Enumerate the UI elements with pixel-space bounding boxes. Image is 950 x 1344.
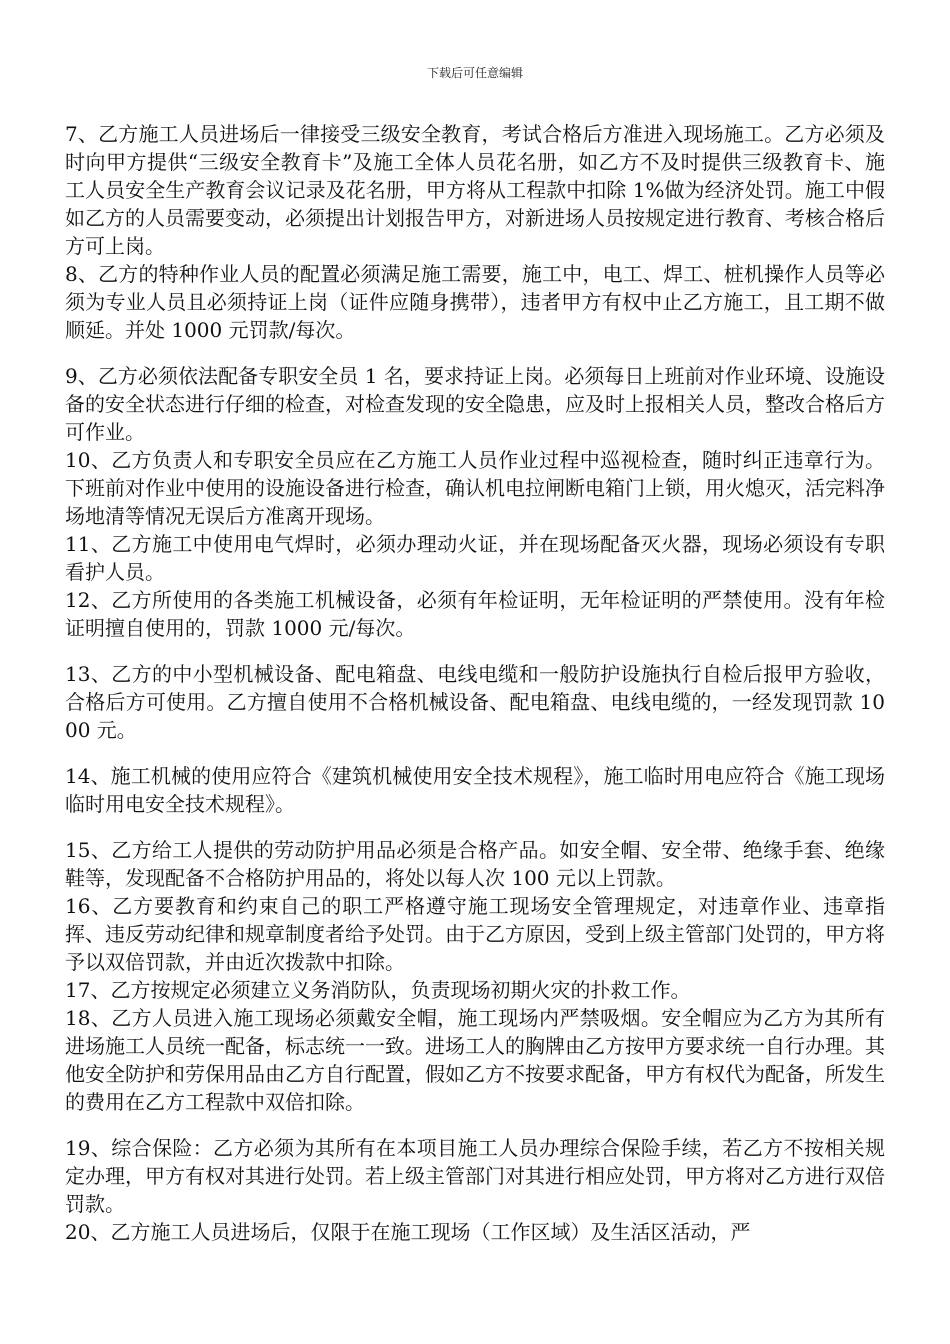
- clause-10: 10、乙方负责人和专职安全员应在乙方施工人员作业过程中巡视检查，随时纠正违章行为。下班前对作业中使用的设施设备进行检查，确认机电拉闸断电箱门上锁，用火熄灭，活完料净场地清等情况无误后方准离开现场。: [65, 448, 885, 528]
- clause-7: 7、乙方施工人员进场后一律接受三级安全教育，考试合格后方准进入现场施工。乙方必须及时向甲方提供“三级安全教育卡”及施工全体人员花名册，如乙方不及时提供三级教育卡、施工人员安全生产教育会议记录及花名册，甲方将从工程款中扣除 1%做为经济处罚。施工中假如乙方的人员需要变动，必须提出计划报告甲方，对新进场人员按规定进行教育、考核合格后方可上岗。: [65, 122, 885, 258]
- document-body: [65, 120, 885, 1246]
- clause-9: 9、乙方必须依法配备专职安全员 1 名，要求持证上岗。必须每日上班前对作业环境、设施设备的安全状态进行仔细的检查，对检查发现的安全隐患，应及时上报相关人员，整改合格后方可作业。: [65, 364, 885, 444]
- clause-14: 14、施工机械的使用应符合《建筑机械使用安全技术规程》，施工临时用电应符合《施工现场临时用电安全技术规程》。: [65, 764, 885, 816]
- clause-19: 19、综合保险：乙方必须为其所有在本项目施工人员办理综合保险手续，若乙方不按相关规定办理，甲方有权对其进行处罚。若上级主管部门对其进行相应处罚，甲方将对乙方进行双倍罚款。: [65, 1136, 885, 1216]
- clause-12: 12、乙方所使用的各类施工机械设备，必须有年检证明，无年检证明的严禁使用。没有年检证明擅自使用的，罚款 1000 元/每次。: [65, 588, 885, 640]
- page-header-note: 下载后可任意编辑: [426, 66, 523, 80]
- clause-18: 18、乙方人员进入施工现场必须戴安全帽，施工现场内严禁吸烟。安全帽应为乙方为其所有进场施工人员统一配备，标志统一一致。进场工人的胸牌由乙方按甲方要求统一自行办理。其他安全防护和劳保用品由乙方自行配置，假如乙方不按要求配备，甲方有权代为配备，所发生的费用在乙方工程款中双倍扣除。: [65, 1006, 885, 1114]
- clause-11: 11、乙方施工中使用电气焊时，必须办理动火证，并在现场配备灭火器，现场必须设有专职看护人员。: [65, 532, 885, 584]
- clause-16: 16、乙方要教育和约束自己的职工严格遵守施工现场安全管理规定，对违章作业、违章指挥、违反劳动纪律和规章制度者给予处罚。由于乙方原因，受到上级主管部门处罚的，甲方将予以双倍罚款，并由近次拨款中扣除。: [65, 894, 885, 974]
- clause-8: 8、乙方的特种作业人员的配置必须满足施工需要，施工中，电工、焊工、桩机操作人员等必须为专业人员且必须持证上岗（证件应随身携带），违者甲方有权中止乙方施工，且工期不做顺延。并处 1000 元罚款/每次。: [65, 262, 885, 342]
- clause-17: 17、乙方按规定必须建立义务消防队，负责现场初期火灾的扑救工作。: [65, 978, 691, 1002]
- clause-15: 15、乙方给工人提供的劳动防护用品必须是合格产品。如安全帽、安全带、绝缘手套、绝缘鞋等，发现配备不合格防护用品的，将处以每人次 100 元以上罚款。: [65, 838, 885, 890]
- clause-13: 13、乙方的中小型机械设备、配电箱盘、电线电缆和一般防护设施执行自检后报甲方验收，合格后方可使用。乙方擅自使用不合格机械设备、配电箱盘、电线电缆的，一经发现罚款 1000 元。: [65, 662, 885, 742]
- clause-20: 20、乙方施工人员进场后，仅限于在施工现场（工作区域）及生活区活动，严: [65, 1220, 751, 1244]
